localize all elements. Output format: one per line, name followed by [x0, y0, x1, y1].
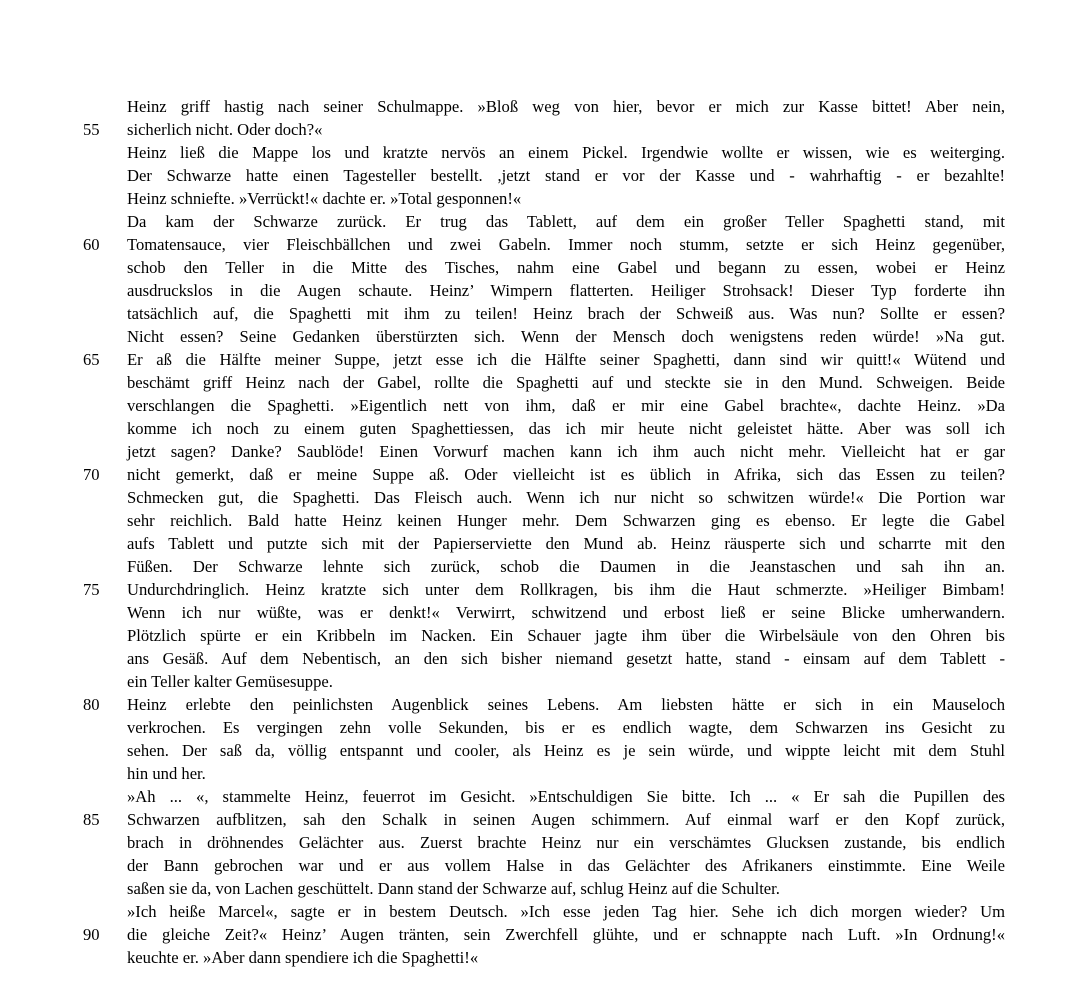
text-line: [83, 923, 1005, 946]
line-text: hin und her.: [127, 764, 206, 783]
text-block: [83, 95, 1005, 969]
line-text: Heinz ließ die Mappe los und kratzte nervös an einem Pickel. Irgendwie wollte er wissen, wie es weiterging.: [127, 143, 1005, 162]
text-line: [127, 762, 1005, 785]
line-text: Heinz griff hastig nach seiner Schulmappe. »Bloß weg von hier, bevor er mich zur Kasse bittet! Aber nein,: [127, 97, 1005, 116]
line-text: verschlangen die Spaghetti. »Eigentlich nett von ihm, daß er mir eine Gabel brachte«, dachte Heinz. »Da: [127, 396, 1005, 415]
text-line: [83, 808, 1005, 831]
line-number: 90: [83, 925, 100, 944]
line-text: sicherlich nicht. Oder doch?«: [127, 120, 323, 139]
text-line: [127, 394, 1005, 417]
text-line: [127, 417, 1005, 440]
line-text: saßen sie da, von Lachen geschüttelt. Dann stand der Schwarze auf, schlug Heinz auf die Schulter.: [127, 879, 780, 898]
line-text: aufs Tablett und putzte sich mit der Papierserviette den Mund ab. Heinz räusperte sich und scharrte mit den: [127, 534, 1005, 553]
text-line: [83, 233, 1005, 256]
line-text: Plötzlich spürte er ein Kribbeln im Nacken. Ein Schauer jagte ihm über die Wirbelsäule von den Ohren bis: [127, 626, 1005, 645]
line-number: 85: [83, 810, 100, 829]
text-line: [127, 141, 1005, 164]
text-line: [127, 210, 1005, 233]
text-line: [83, 578, 1005, 601]
line-text: die gleiche Zeit?« Heinz’ Augen tränten, sein Zwerchfell glühte, und er schnappte nach Luft. »In Ordnung!«: [127, 925, 1005, 944]
line-text: der Bann gebrochen war und er aus vollem Halse in das Gelächter des Afrikaners einstimmte. Eine Weile: [127, 856, 1005, 875]
line-text: Heinz erlebte den peinlichsten Augenblick seines Lebens. Am liebsten hätte er sich in ein Mauseloch: [127, 695, 1005, 714]
line-text: jetzt sagen? Danke? Saublöde! Einen Vorwurf machen kann ich ihm auch nicht mehr. Vielleicht hat er gar: [127, 442, 1005, 461]
text-line: [127, 785, 1005, 808]
line-number: 80: [83, 695, 100, 714]
line-text: Undurchdringlich. Heinz kratzte sich unter dem Rollkragen, bis ihm die Haut schmerzte. »Heiliger Bimbam!: [127, 580, 1005, 599]
line-text: schob den Teller in die Mitte des Tisches, nahm eine Gabel und begann zu essen, wobei er Heinz: [127, 258, 1005, 277]
text-line: [83, 118, 1005, 141]
text-line: [127, 187, 1005, 210]
line-text: Er aß die Hälfte meiner Suppe, jetzt esse ich die Hälfte seiner Spaghetti, dann sind wir quitt!« Wütend und: [127, 350, 1005, 369]
line-text: komme ich noch zu einem guten Spaghettiessen, das ich mir heute nicht geleistet hätte. Aber was soll ich: [127, 419, 1005, 438]
text-line: [127, 440, 1005, 463]
text-line: [83, 693, 1005, 716]
line-text: brach in dröhnendes Gelächter aus. Zuerst brachte Heinz nur ein verschämtes Glucksen zustande, bis endlich: [127, 833, 1005, 852]
line-text: ein Teller kalter Gemüsesuppe.: [127, 672, 333, 691]
line-text: Schmecken gut, die Spaghetti. Das Fleisch auch. Wenn ich nur nicht so schwitzen würde!« Die Portion war: [127, 488, 1005, 507]
text-line: [127, 164, 1005, 187]
line-text: keuchte er. »Aber dann spendiere ich die Spaghetti!«: [127, 948, 479, 967]
text-line: [127, 371, 1005, 394]
line-text: »Ah ... «, stammelte Heinz, feuerrot im Gesicht. »Entschuldigen Sie bitte. Ich ... « Er sah die Pupillen des: [127, 787, 1005, 806]
text-line: [127, 946, 1005, 969]
line-text: Tomatensauce, vier Fleischbällchen und zwei Gabeln. Immer noch stumm, setzte er sich Heinz gegenüber,: [127, 235, 1005, 254]
line-text: ans Gesäß. Auf dem Nebentisch, an den sich bisher niemand gesetzt hatte, stand - einsam auf dem Tablett -: [127, 649, 1005, 668]
text-line: [83, 348, 1005, 371]
line-text: sehen. Der saß da, völlig entspannt und cooler, als Heinz es je sein würde, und wippte leicht mit dem Stuhl: [127, 741, 1005, 760]
line-text: ausdruckslos in die Augen schaute. Heinz’ Wimpern flatterten. Heiliger Strohsack! Dieser Typ forderte ihn: [127, 281, 1005, 300]
line-number: 75: [83, 580, 100, 599]
text-line: [127, 486, 1005, 509]
text-line: [127, 555, 1005, 578]
text-line: [127, 509, 1005, 532]
text-line: [127, 900, 1005, 923]
line-text: tatsächlich auf, die Spaghetti mit ihm zu teilen! Heinz brach der Schweiß aus. Was nun? Sollte er essen?: [127, 304, 1005, 323]
line-text: Wenn ich nur wüßte, was er denkt!« Verwirrt, schwitzend und erbost ließ er seine Blicke umherwandern.: [127, 603, 1005, 622]
line-text: Füßen. Der Schwarze lehnte sich zurück, schob die Daumen in die Jeanstaschen und sah ihn an.: [127, 557, 1005, 576]
text-line: [127, 877, 1005, 900]
text-line: [127, 647, 1005, 670]
line-text: Schwarzen aufblitzen, sah den Schalk in seinen Augen schimmern. Auf einmal warf er den Kopf zurück,: [127, 810, 1005, 829]
line-text: Der Schwarze hatte einen Tagesteller bestellt. ,jetzt stand er vor der Kasse und - wahrhaftig - er bezahlte!: [127, 166, 1005, 185]
line-text: verkrochen. Es vergingen zehn volle Sekunden, bis er es endlich wagte, dem Schwarzen ins Gesicht zu: [127, 718, 1005, 737]
text-line: [127, 670, 1005, 693]
line-number: 70: [83, 465, 100, 484]
line-text: beschämt griff Heinz nach der Gabel, rollte die Spaghetti auf und steckte sie in den Mund. Schweigen. Beide: [127, 373, 1005, 392]
line-text: »Ich heiße Marcel«, sagte er in bestem Deutsch. »Ich esse jeden Tag hier. Sehe ich dich morgen wieder? Um: [127, 902, 1005, 921]
text-line: [127, 624, 1005, 647]
text-line: [127, 302, 1005, 325]
text-line: [127, 854, 1005, 877]
line-text: Nicht essen? Seine Gedanken überstürzten sich. Wenn der Mensch doch wenigstens reden würde! »Na gut.: [127, 327, 1005, 346]
text-line: [127, 325, 1005, 348]
text-line: [127, 831, 1005, 854]
text-line: [127, 739, 1005, 762]
line-text: Da kam der Schwarze zurück. Er trug das Tablett, auf dem ein großer Teller Spaghetti stand, mit: [127, 212, 1005, 231]
text-line: [127, 279, 1005, 302]
text-line: [127, 532, 1005, 555]
text-line: [127, 256, 1005, 279]
text-line: [127, 601, 1005, 624]
line-number: 60: [83, 235, 100, 254]
text-line: [127, 716, 1005, 739]
line-text: Heinz schniefte. »Verrückt!« dachte er. »Total gesponnen!«: [127, 189, 522, 208]
text-line: [83, 463, 1005, 486]
line-text: sehr reichlich. Bald hatte Heinz keinen Hunger mehr. Dem Schwarzen ging es ebenso. Er legte die Gabel: [127, 511, 1005, 530]
line-text: nicht gemerkt, daß er meine Suppe aß. Oder vielleicht ist es üblich in Afrika, sich das Essen zu teilen?: [127, 465, 1005, 484]
line-number: 55: [83, 120, 100, 139]
text-line: [127, 95, 1005, 118]
line-number: 65: [83, 350, 100, 369]
